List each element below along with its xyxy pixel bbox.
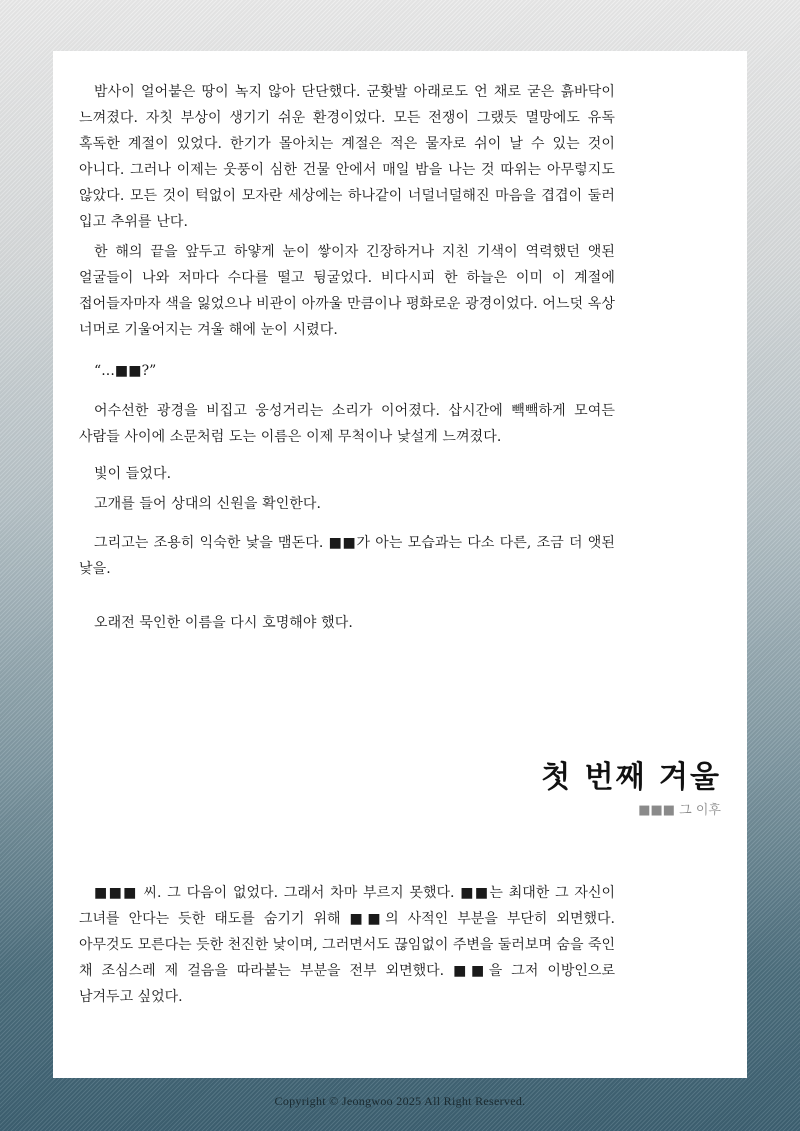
chapter-heading (541, 756, 721, 820)
dialogue-line: “...■■?” (94, 363, 157, 379)
chapter-subtitle: ■■■ 그 이후 (638, 803, 721, 818)
copyright-footer: Copyright © Jeongwoo 2025 All Right Reserved. (274, 1094, 526, 1108)
paragraph-7: 오래전 묵인한 이름을 다시 호명해야 했다. (94, 615, 353, 631)
story-body (79, 79, 615, 636)
paragraph-3: 어수선한 광경을 비집고 웅성거리는 소리가 이어졌다. 삽시간에 빽빽하게 모여든 사람들 사이에 소문처럼 도는 이름은 이제 무척이나 낯설게 느껴졌다. (79, 403, 615, 445)
paragraph-5: 고개를 들어 상대의 신원을 확인한다. (94, 496, 322, 512)
paragraph-4: 빛이 들었다. (94, 466, 172, 482)
paragraph-2: 한 해의 끝을 앞두고 하얗게 눈이 쌓이자 긴장하거나 지친 기색이 역력했던 앳된 얼굴들이 나와 저마다 수다를 떨고 뒹굴었다. 비다시피 한 하늘은 이미 이 계절에 접어들자마자 색을 잃었으나 비관이 아까울 만큼이나 평화로운 광경이었다. 어느덧 옥상 너머로 기울어지는 겨울 해에 눈이 시렸다. (79, 244, 615, 338)
paragraph-6: 그리고는 조용히 익숙한 낯을 맴돈다. ■■가 아는 모습과는 다소 다른, 조금 더 앳된 낯을. (79, 535, 615, 577)
chapter-paragraph-1: ■■■ 씨. 그 다음이 없었다. 그래서 차마 부르지 못했다. ■■는 최대한 그 자신이 그녀를 안다는 듯한 태도를 숨기기 위해 ■■의 사적인 부분을 부단히 외면했다. 아무것도 모른다는 듯한 천진한 낯이며, 그러면서도 끊임없이 주변을 둘러보며 숨을 죽인 채 조심스레 제 걸음을 따라붙는 부분을 전부 외면했다. ■■을 그저 이방인으로 남겨두고 싶었다. (79, 885, 615, 1005)
chapter-title: 첫 번째 겨울 (541, 760, 721, 795)
chapter-body (79, 880, 615, 1010)
paragraph-1: 밤사이 얼어붙은 땅이 녹지 않아 단단했다. 군홧발 아래로도 언 채로 굳은 흙바닥이 느껴졌다. 자칫 부상이 생기기 쉬운 환경이었다. 모든 전쟁이 그랬듯 멸망에도 유독 혹독한 계절이 있었다. 한기가 몰아치는 계절은 적은 물자로 쉬이 날 수 있는 것이 아니다. 그러나 이제는 웃풍이 심한 건물 안에서 매일 밤을 나는 것 따위는 아무렇지도 않았다. 모든 것이 턱없이 모자란 세상에는 하나같이 너덜너덜해진 마음을 겹겹이 둘러 입고 추위를 난다. (79, 84, 615, 230)
